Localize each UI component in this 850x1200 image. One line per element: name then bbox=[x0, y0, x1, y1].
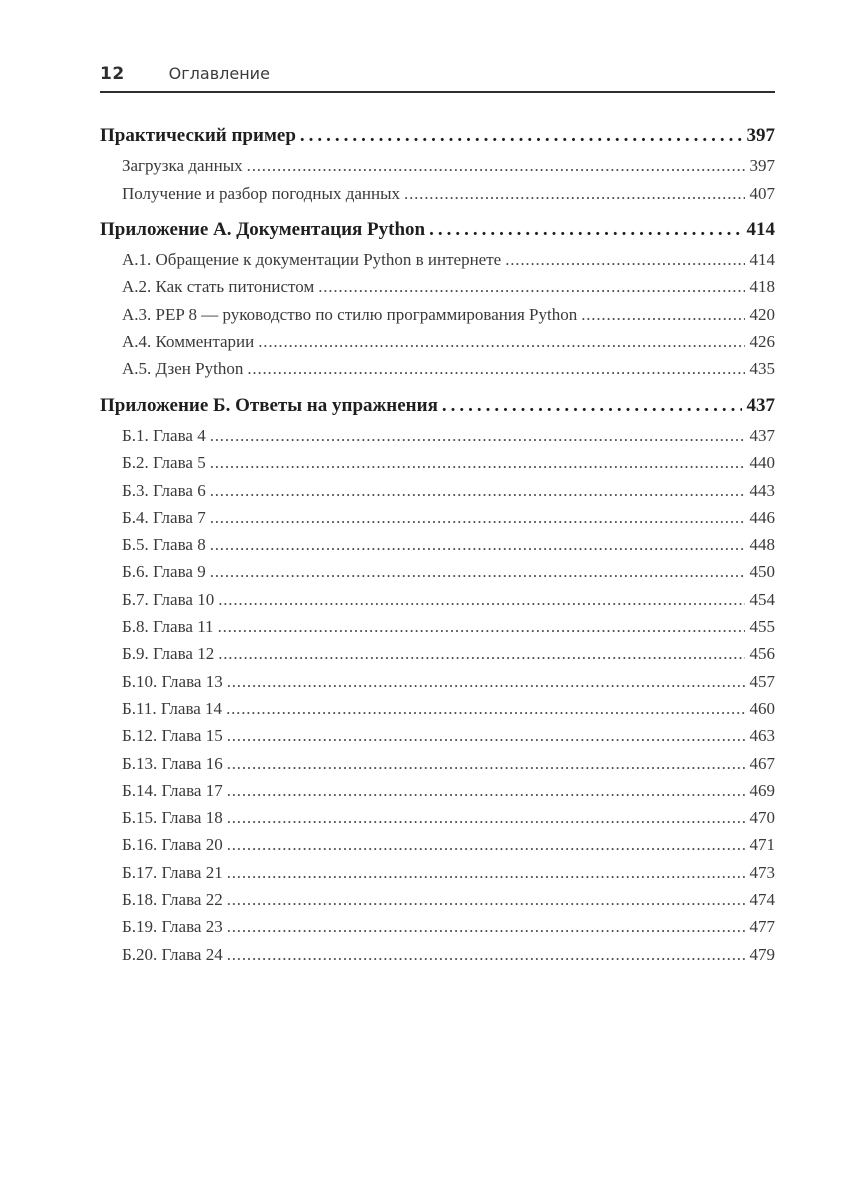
toc-entry-page: 448 bbox=[749, 535, 775, 555]
toc-entry-page: 437 bbox=[749, 425, 775, 445]
toc-entry-page: 455 bbox=[749, 617, 775, 637]
toc-entry-page: 426 bbox=[749, 332, 775, 352]
toc-entry-page: 443 bbox=[749, 480, 775, 500]
toc-item-entry bbox=[100, 941, 775, 968]
toc-entry-page: 454 bbox=[749, 589, 775, 609]
dot-leader bbox=[227, 831, 745, 858]
dot-leader bbox=[227, 668, 745, 695]
toc-entry-title: Б.10. Глава 13 bbox=[122, 671, 223, 691]
dot-leader bbox=[227, 913, 745, 940]
toc-item-entry bbox=[100, 422, 775, 449]
toc-item-entry bbox=[100, 504, 775, 531]
toc-entry-title: Б.12. Глава 15 bbox=[122, 726, 223, 746]
toc-entry-title: Б.18. Глава 22 bbox=[122, 890, 223, 910]
dot-leader bbox=[258, 328, 744, 355]
toc-entry-title: Б.19. Глава 23 bbox=[122, 917, 223, 937]
dot-leader bbox=[227, 859, 745, 886]
dot-leader bbox=[227, 777, 745, 804]
toc-entry-title: Б.13. Глава 16 bbox=[122, 753, 223, 773]
toc-entry-page: 456 bbox=[749, 644, 775, 664]
toc-entry-page: 450 bbox=[749, 562, 775, 582]
toc-entry-page: 397 bbox=[749, 156, 775, 176]
dot-leader bbox=[442, 392, 742, 419]
toc-entry-title: Б.2. Глава 5 bbox=[122, 453, 206, 473]
toc-item-entry bbox=[100, 777, 775, 804]
toc-item-entry bbox=[100, 750, 775, 777]
toc-entry-page: 479 bbox=[749, 944, 775, 964]
toc-section-entry bbox=[100, 392, 775, 419]
toc-entry-page: 414 bbox=[746, 218, 775, 240]
toc-entry-title: Приложение Б. Ответы на упражнения bbox=[100, 394, 438, 416]
dot-leader bbox=[404, 180, 744, 207]
toc-entry-title: Б.7. Глава 10 bbox=[122, 589, 215, 609]
toc-entry-page: 440 bbox=[749, 453, 775, 473]
table-of-contents bbox=[100, 122, 775, 968]
toc-entry-title: Практический пример bbox=[100, 125, 296, 146]
toc-entry-page: 418 bbox=[749, 277, 775, 297]
toc-entry-page: 460 bbox=[749, 698, 775, 718]
toc-entry-page: 463 bbox=[749, 726, 775, 746]
dot-leader bbox=[247, 152, 745, 179]
toc-item-entry bbox=[100, 695, 775, 722]
dot-leader bbox=[318, 273, 744, 300]
dot-leader bbox=[227, 886, 745, 913]
toc-entry-title: Б.15. Глава 18 bbox=[122, 808, 223, 828]
toc-item-entry bbox=[100, 531, 775, 558]
toc-item-entry bbox=[100, 722, 775, 749]
toc-entry-title: А.5. Дзен Python bbox=[122, 359, 244, 379]
dot-leader bbox=[581, 301, 744, 328]
dot-leader bbox=[226, 695, 744, 722]
dot-leader bbox=[218, 613, 745, 640]
toc-entry-page: 474 bbox=[749, 890, 775, 910]
toc-entry-title: Б.11. Глава 14 bbox=[122, 698, 223, 718]
toc-entry-title: Б.14. Глава 17 bbox=[122, 780, 223, 800]
toc-entry-title: Б.6. Глава 9 bbox=[122, 562, 206, 582]
toc-item-entry bbox=[100, 831, 775, 858]
dot-leader bbox=[218, 586, 744, 613]
toc-entry-title: А.2. Как стать питонистом bbox=[122, 277, 315, 297]
toc-item-entry bbox=[100, 886, 775, 913]
dot-leader bbox=[300, 122, 742, 149]
toc-entry-title: Загрузка данных bbox=[122, 156, 243, 176]
toc-entry-title: Б.8. Глава 11 bbox=[122, 617, 214, 637]
toc-entry-page: 437 bbox=[746, 394, 775, 416]
dot-leader bbox=[210, 477, 745, 504]
dot-leader bbox=[227, 804, 745, 831]
toc-entry-page: 469 bbox=[749, 780, 775, 800]
toc-entry-title: Б.4. Глава 7 bbox=[122, 507, 206, 527]
toc-item-entry bbox=[100, 449, 775, 476]
toc-entry-title: Б.1. Глава 4 bbox=[122, 425, 206, 445]
toc-entry-title: Получение и разбор погодных данных bbox=[122, 183, 401, 203]
toc-item-entry bbox=[100, 180, 775, 207]
toc-entry-title: Б.17. Глава 21 bbox=[122, 862, 223, 882]
toc-entry-page: 457 bbox=[749, 671, 775, 691]
toc-item-entry bbox=[100, 273, 775, 300]
dot-leader bbox=[210, 531, 745, 558]
toc-entry-page: 397 bbox=[746, 125, 775, 146]
toc-item-entry bbox=[100, 246, 775, 273]
dot-leader bbox=[210, 504, 745, 531]
dot-leader bbox=[247, 355, 744, 382]
toc-entry-page: 477 bbox=[749, 917, 775, 937]
toc-item-entry bbox=[100, 301, 775, 328]
toc-item-entry bbox=[100, 640, 775, 667]
toc-entry-title: Б.16. Глава 20 bbox=[122, 835, 223, 855]
toc-entry-page: 470 bbox=[749, 808, 775, 828]
dot-leader bbox=[505, 246, 744, 273]
toc-entry-page: 420 bbox=[749, 304, 775, 324]
dot-leader bbox=[227, 750, 745, 777]
toc-item-entry bbox=[100, 913, 775, 940]
toc-item-entry bbox=[100, 804, 775, 831]
toc-entry-page: 446 bbox=[749, 507, 775, 527]
page-number: 12 bbox=[100, 64, 125, 84]
toc-item-entry bbox=[100, 328, 775, 355]
toc-section-entry bbox=[100, 122, 775, 149]
toc-section-entry bbox=[100, 216, 775, 243]
toc-item-entry bbox=[100, 355, 775, 382]
toc-entry-page: 471 bbox=[749, 835, 775, 855]
toc-entry-title: А.4. Комментарии bbox=[122, 332, 255, 352]
toc-item-entry bbox=[100, 152, 775, 179]
toc-entry-title: Б.5. Глава 8 bbox=[122, 535, 206, 555]
toc-entry-title: А.3. PEP 8 — руководство по стилю программирования Python bbox=[122, 304, 578, 324]
dot-leader bbox=[227, 941, 745, 968]
running-head bbox=[100, 64, 775, 93]
toc-entry-page: 435 bbox=[749, 359, 775, 379]
dot-leader bbox=[210, 449, 745, 476]
toc-entry-title: А.1. Обращение к документации Python в интернете bbox=[122, 250, 502, 270]
toc-item-entry bbox=[100, 613, 775, 640]
toc-item-entry bbox=[100, 859, 775, 886]
toc-entry-page: 473 bbox=[749, 862, 775, 882]
toc-entry-page: 467 bbox=[749, 753, 775, 773]
toc-entry-page: 414 bbox=[749, 250, 775, 270]
dot-leader bbox=[227, 722, 745, 749]
dot-leader bbox=[210, 422, 745, 449]
toc-entry-page: 407 bbox=[749, 183, 775, 203]
toc-item-entry bbox=[100, 558, 775, 585]
toc-item-entry bbox=[100, 586, 775, 613]
toc-entry-title: Б.20. Глава 24 bbox=[122, 944, 223, 964]
toc-entry-title: Б.3. Глава 6 bbox=[122, 480, 206, 500]
dot-leader bbox=[218, 640, 744, 667]
toc-entry-title: Приложение А. Документация Python bbox=[100, 218, 426, 240]
dot-leader bbox=[210, 558, 745, 585]
toc-item-entry bbox=[100, 668, 775, 695]
toc-item-entry bbox=[100, 477, 775, 504]
dot-leader bbox=[429, 216, 741, 243]
toc-entry-title: Б.9. Глава 12 bbox=[122, 644, 215, 664]
running-head-title: Оглавление bbox=[168, 64, 270, 83]
